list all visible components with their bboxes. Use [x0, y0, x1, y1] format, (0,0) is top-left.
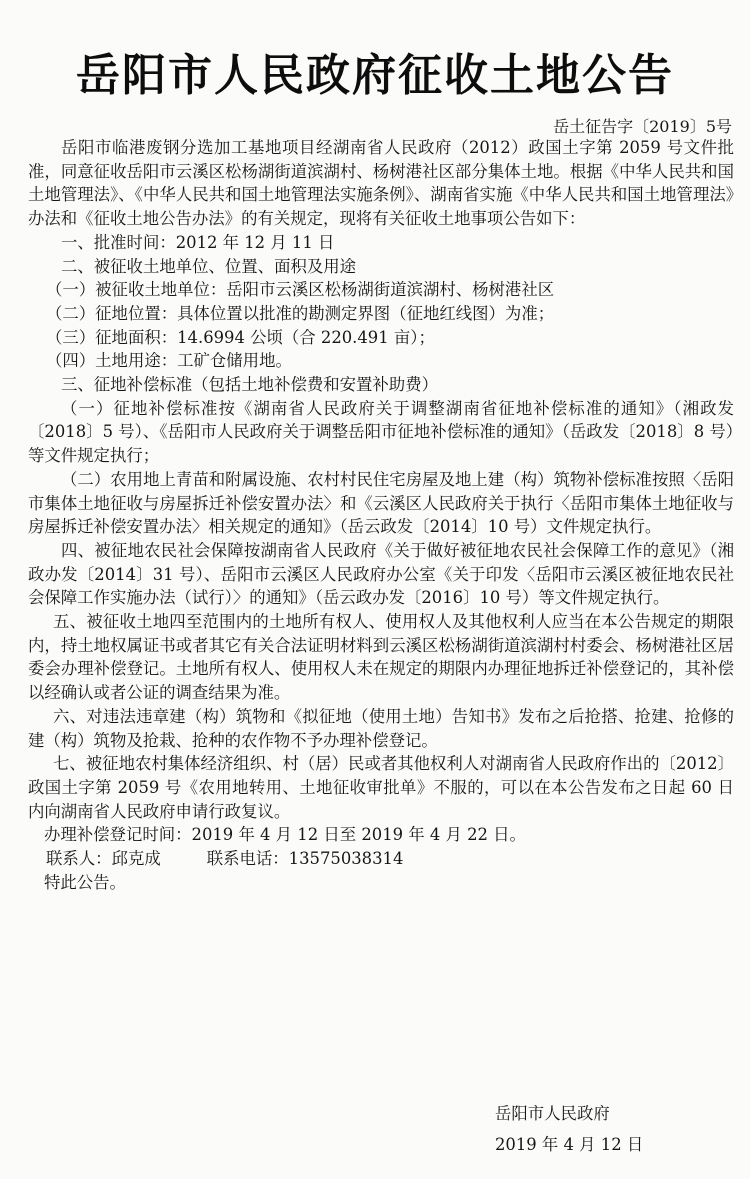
item-2-heading: 二、被征收土地单位、位置、面积及用途 [61, 256, 357, 276]
item-1-approval-time: 一、批准时间：2012 年 12 月 11 日 [61, 232, 335, 252]
contact-line [28, 847, 734, 871]
item-2-2-land-location: （二）征地位置：具体位置以批准的勘测定界图（征地红线图）为准； [46, 303, 555, 323]
item-7-review-rights: 七、被征地农村集体经济组织、村（居）民或者其他权利人对湖南省人民政府作出的〔2012〕政国土字第 2059 号《农用地转用、土地征收审批单》不服的，可以在本公告发布之日起 60 日内向湖南省人民政府申请行政复议。 [28, 754, 734, 821]
item-6-illegal-structures: 六、对违法违章建（构）筑物和《拟征地（使用土地）告知书》发布之后抢搭、抢建、抢修的建（构）筑物及抢栽、抢种的农作物不予办理补偿登记。 [28, 706, 734, 750]
item-2-3-land-area: （三）征地面积：14.6994 公顷（合 220.491 亩）； [46, 327, 435, 347]
issue-date: 2019 年 4 月 12 日 [495, 1135, 644, 1154]
notice-title: 岳阳市人民政府征收土地公告 [76, 50, 674, 101]
issuer-name: 岳阳市人民政府 [495, 1104, 610, 1123]
intro-paragraph: 岳阳市临港废钢分选加工基地项目经湖南省人民政府（2012）政国土字第 2059 号文件批准，同意征收岳阳市云溪区松杨湖街道滨湖村、杨树港社区部分集体土地。根据《中华人民共和国土地管理法》、《中华人民共和国土地管理法实施条例》、湖南省实施《中华人民共和国土地管理法》办法和《征收土地公告办法》的有关规定，现将有关征收土地事项公告如下： [28, 138, 734, 229]
signature-block [495, 1098, 643, 1160]
item-4-social-security: 四、被征地农民社会保障按湖南省人民政府《关于做好被征地农民社会保障工作的意见》（湘政办发〔2014〕31 号）、岳阳市云溪区人民政府办公室《关于印发〈岳阳市云溪区被征地农民社会保障工作实施办法（试行）〉的通知》（岳云政办发〔2016〕10 号）等文件规定执行。 [28, 540, 734, 608]
contact-phone: 联系电话：13575038314 [206, 849, 404, 869]
item-2-4-land-use: （四）土地用途：工矿仓储用地。 [46, 351, 292, 371]
contact-person: 联系人：邱克成 [46, 849, 161, 869]
item-5-registration: 五、被征收土地四至范围内的土地所有权人、使用权人及其他权利人应当在本公告规定的期限内，持土地权属证书或者其它有关合法证明材料到云溪区松杨湖街道滨湖村村委会、杨树港社区居委会办理补偿登记。土地所有权人、使用权人未在规定的期限内办理征地拆迁补偿登记的，其补偿以经确认或者公证的调查结果为准。 [28, 612, 734, 703]
item-2-1-land-unit: （一）被征收土地单位：岳阳市云溪区松杨湖街道滨湖村、杨树港社区 [46, 280, 555, 300]
document-number: 岳土征告字〔2019〕5号 [553, 117, 732, 136]
registration-time: 办理补偿登记时间：2019 年 4 月 12 日至 2019 年 4 月 22 日。 [44, 825, 526, 845]
notice-body [28, 136, 734, 895]
item-3-1-compensation-standard: （一）征地补偿标准按《湖南省人民政府关于调整湖南省征地补偿标准的通知》（湘政发〔2018〕5 号）、《岳阳市人民政府关于调整岳阳市征地补偿标准的通知》（岳政发〔2018〕8 号）等文件规定执行； [28, 398, 734, 466]
item-3-heading: 三、征地补偿标准（包括土地补偿费和安置补助费） [61, 375, 438, 395]
item-3-2-attachment-compensation: （二）农用地上青苗和附属设施、农村村民住宅房屋及地上建（构）筑物补偿标准按照〈岳阳市集体土地征收与房屋拆迁补偿安置办法〉和《云溪区人民政府关于执行〈岳阳市集体土地征收与房屋拆迁补偿安置办法〉相关规定的通知》（岳云政发〔2014〕10 号）文件规定执行。 [28, 469, 734, 537]
closing-text: 特此公告。 [44, 872, 126, 892]
